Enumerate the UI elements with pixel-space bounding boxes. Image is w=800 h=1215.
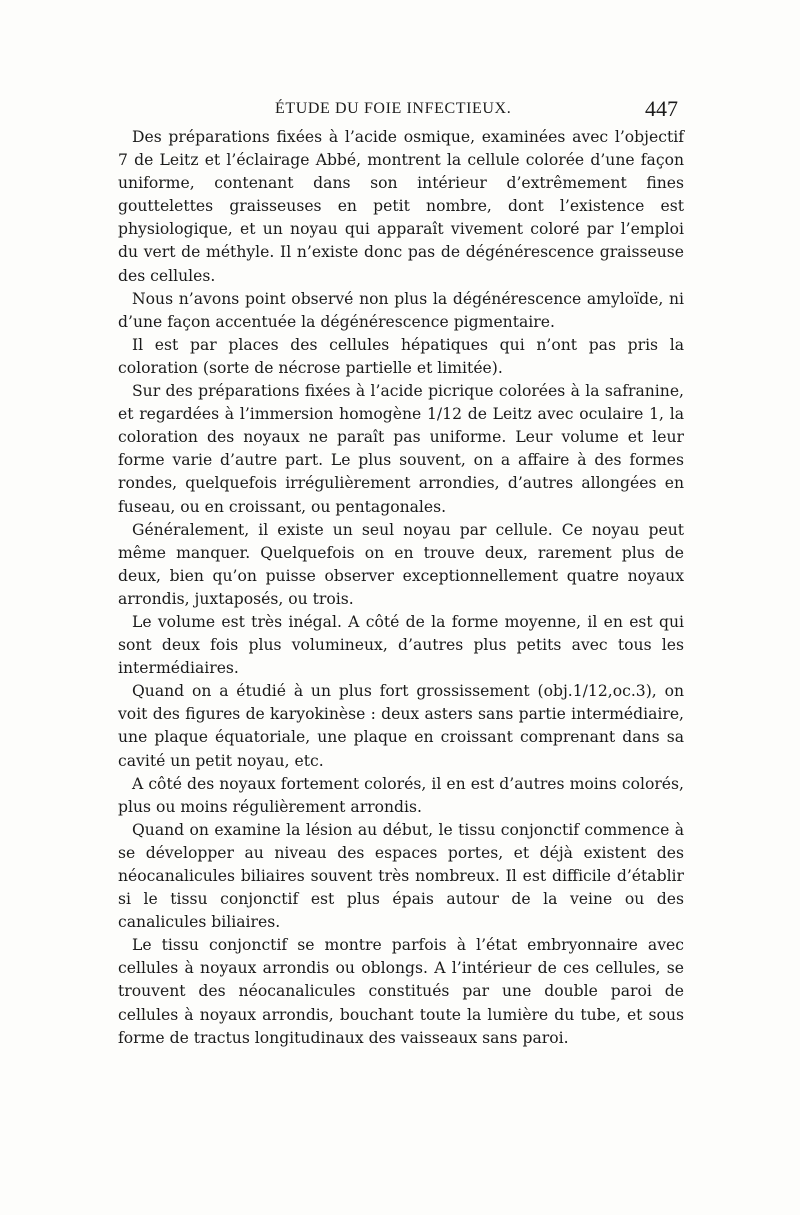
paragraph: Sur des préparations fixées à l’acide picrique colorées à la safranine, et regardées à l’immersion homogène 1/12 de Leitz avec oculaire 1, la coloration des noyaux ne paraît pas uniforme. Leur volume et leur forme varie d’autre part. Le plus souvent, on a affaire à des formes rondes, quelquefois irrégulièrement arrondies, d’autres allongées en fuseau, ou en croissant, ou pentagonales. [118,382,684,516]
running-head: ÉTUDE DU FOIE INFECTIEUX. [275,100,512,117]
paragraph: A côté des noyaux fortement colorés, il en est d’autres moins colorés, plus ou moins régulièrement arrondis. [118,774,684,816]
paragraph: Quand on a étudié à un plus fort grossissement (obj.1/12,oc.3), on voit des figures de karyokinèse : deux asters sans partie intermédiaire, une plaque équatoriale, une plaque en croissant comprenant dans sa cavité un petit noyau, etc. [118,682,684,770]
paragraph: Généralement, il existe un seul noyau par cellule. Ce noyau peut même manquer. Quelquefois on en trouve deux, rarement plus de deux, bien qu’on puisse observer exceptionnellement quatre noyaux arrondis, juxtaposés, ou trois. [118,520,684,608]
paragraph: Des préparations fixées à l’acide osmique, examinées avec l’objectif 7 de Leitz et l’éclairage Abbé, montrent la cellule colorée d’une façon uniforme, contenant dans son intérieur d’extrêmement fines gouttelettes graisseuses en petit nombre, dont l’existence est physiologique, et un noyau qui apparaît vivement coloré par l’emploi du vert de méthyle. Il n’existe donc pas de dégénérescence graisseuse des cellules. [118,128,684,285]
body-text [118,126,684,1050]
paragraph: Il est par places des cellules hépatiques qui n’ont pas pris la coloration (sorte de nécrose partielle et limitée). [118,335,684,377]
paragraph: Le volume est très inégal. A côté de la forme moyenne, il en est qui sont deux fois plus volumineux, d’autres plus petits avec tous les intermédiaires. [118,612,684,678]
paragraph: Nous n’avons point observé non plus la dégénérescence amyloïde, ni d’une façon accentuée la dégénérescence pigmentaire. [118,289,684,331]
paragraph: Le tissu conjonctif se montre parfois à l’état embryonnaire avec cellules à noyaux arrondis ou oblongs. A l’intérieur de ces cellules, se trouvent des néocanalicules constitués par une double paroi de cellules à noyaux arrondis, bouchant toute la lumière du tube, et sous forme de tractus longitudinaux des vaisseaux sans paroi. [118,936,684,1047]
page-number: 447 [645,96,678,121]
page-header [118,96,682,126]
paragraph: Quand on examine la lésion au début, le tissu conjonctif commence à se développer au niveau des espaces portes, et déjà existent des néocanalicules biliaires souvent très nombreux. Il est difficile d’établir si le tissu conjonctif est plus épais autour de la veine ou des canalicules biliaires. [118,820,684,932]
